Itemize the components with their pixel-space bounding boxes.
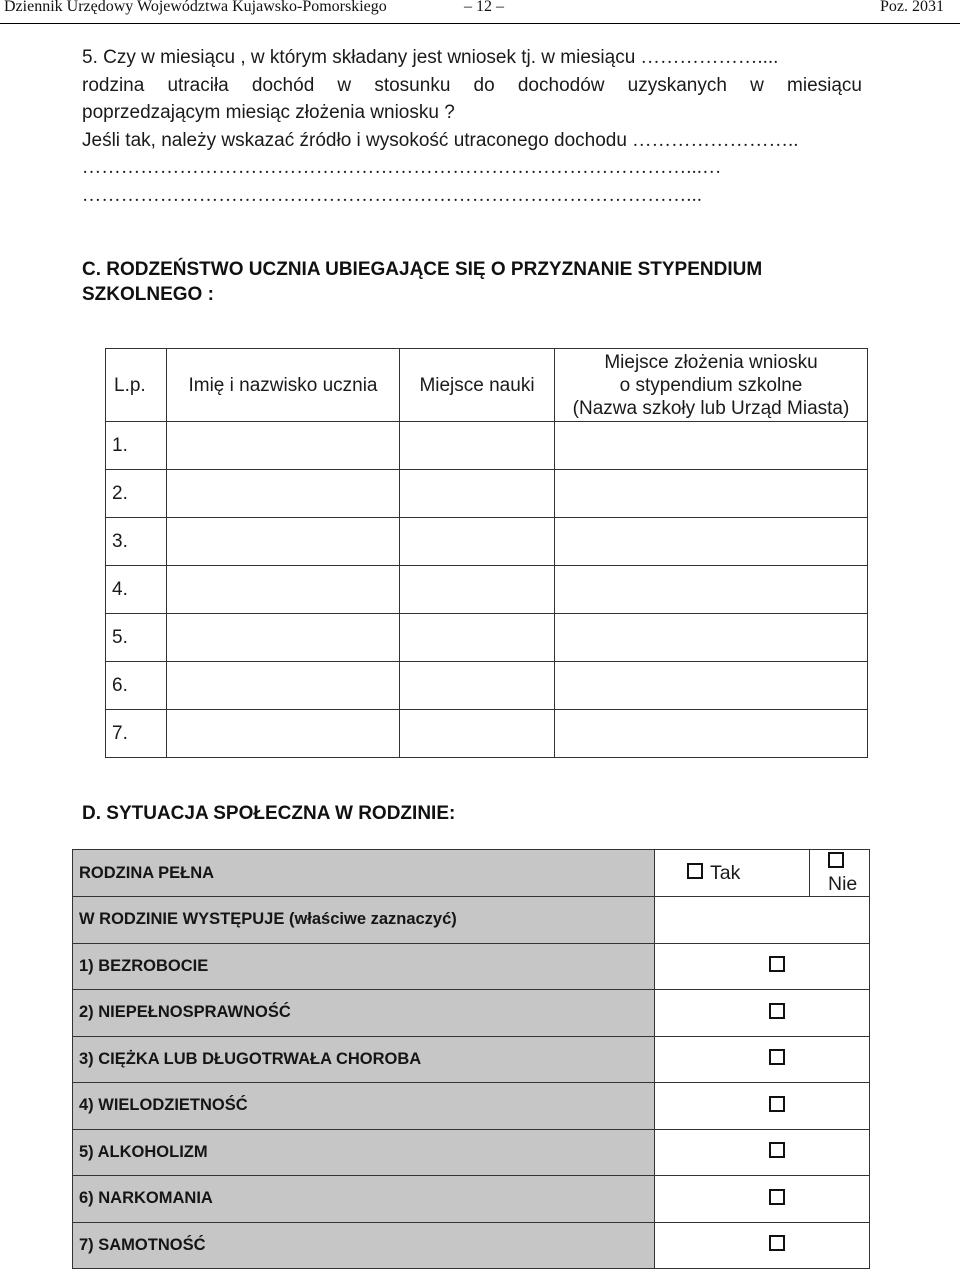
occurs-row (73, 897, 870, 944)
section-c-title (82, 257, 762, 307)
list-item (73, 990, 870, 1037)
question-5-line-2: rodzina utraciła dochód w stosunku do dochodów uzyskanych w miesiącu (82, 74, 862, 96)
place-cell[interactable] (555, 614, 868, 662)
section-d-title: D. SYTUACJA SPOŁECZNA W RODZINIE: (82, 803, 456, 824)
item-check-cell[interactable] (655, 1083, 870, 1130)
question-5-text-4: Jeśli tak, należy wskazać źródło i wysokość utraconego dochodu (82, 129, 633, 151)
answer-blank-line-2[interactable]: …………………………………………………………………………………... (82, 184, 703, 206)
school-cell[interactable] (400, 470, 555, 518)
social-situation-table (72, 849, 870, 1269)
school-cell[interactable] (400, 662, 555, 710)
item-label: 5) ALKOHOLIZM (73, 1129, 655, 1176)
item-check-cell[interactable] (655, 1036, 870, 1083)
siblings-header-row (106, 349, 868, 422)
name-cell[interactable] (167, 518, 400, 566)
school-cell[interactable] (400, 566, 555, 614)
item-label: 1) BEZROBOCIE (73, 943, 655, 990)
position-number: Poz. 2031 (880, 0, 944, 15)
row-number: 5. (106, 614, 167, 662)
item-label: 4) WIELODZIETNOŚĆ (73, 1083, 655, 1130)
occurs-label-text: W RODZINIE WYSTĘPUJE (79, 910, 285, 929)
full-family-label: RODZINA PEŁNA (73, 850, 655, 897)
table-row (106, 518, 868, 566)
name-cell[interactable] (167, 614, 400, 662)
name-cell[interactable] (167, 710, 400, 758)
table-row (106, 710, 868, 758)
item-label: 7) SAMOTNOŚĆ (73, 1222, 655, 1269)
no-checkbox[interactable] (828, 852, 844, 868)
name-cell[interactable] (167, 566, 400, 614)
place-cell[interactable] (555, 422, 868, 470)
list-item (73, 1129, 870, 1176)
place-cell[interactable] (555, 662, 868, 710)
list-item (73, 1176, 870, 1223)
school-cell[interactable] (400, 614, 555, 662)
col-header-place-line-2: o stypendium szkolne (619, 374, 803, 396)
row-number: 6. (106, 662, 167, 710)
header-rule (0, 23, 960, 24)
list-item (73, 1222, 870, 1269)
occurs-hint: (właściwe zaznaczyć) (288, 910, 457, 929)
item-check-cell[interactable] (655, 990, 870, 1037)
yes-option[interactable] (655, 850, 810, 897)
place-cell[interactable] (555, 470, 868, 518)
col-header-application-place (555, 349, 868, 422)
answer-blank-line-1[interactable]: …………………………………………………………………………………...… (82, 157, 722, 178)
row-number: 4. (106, 566, 167, 614)
page-number: – 12 – (464, 0, 504, 15)
question-5-line-1 (82, 44, 862, 72)
row-number: 2. (106, 470, 167, 518)
item-check-cell[interactable] (655, 1129, 870, 1176)
school-cell[interactable] (400, 518, 555, 566)
drug-addiction-checkbox[interactable] (769, 1189, 785, 1205)
list-item (73, 1036, 870, 1083)
table-row (106, 614, 868, 662)
row-number: 7. (106, 710, 167, 758)
disability-checkbox[interactable] (769, 1003, 785, 1019)
question-5-line-3: poprzedzającym miesiąc złożenia wniosku ? (82, 102, 455, 123)
col-header-place-line-3: (Nazwa szkoły lub Urząd Miasta) (572, 397, 850, 419)
school-cell[interactable] (400, 710, 555, 758)
alcoholism-checkbox[interactable] (769, 1142, 785, 1158)
col-header-lp: L.p. (106, 349, 167, 422)
name-cell[interactable] (167, 470, 400, 518)
table-row (106, 662, 868, 710)
item-check-cell[interactable] (655, 1222, 870, 1269)
item-label: 2) NIEPEŁNOSPRAWNOŚĆ (73, 990, 655, 1037)
place-cell[interactable] (555, 710, 868, 758)
no-option[interactable] (810, 850, 870, 897)
unemployment-checkbox[interactable] (769, 956, 785, 972)
row-number: 1. (106, 422, 167, 470)
question-5 (82, 44, 862, 209)
full-family-row (73, 850, 870, 897)
journal-title: Dziennik Urzędowy Województwa Kujawsko-Pomorskiego (4, 0, 387, 15)
col-header-place-line-1: Miejsce złożenia wniosku (604, 351, 818, 373)
illness-checkbox[interactable] (769, 1049, 785, 1065)
siblings-table (105, 348, 868, 758)
item-check-cell[interactable] (655, 943, 870, 990)
yes-checkbox[interactable] (687, 863, 703, 879)
col-header-school: Miejsce nauki (400, 349, 555, 422)
list-item (73, 943, 870, 990)
item-label: 6) NARKOMANIA (73, 1176, 655, 1223)
table-row (106, 422, 868, 470)
list-item (73, 1083, 870, 1130)
table-row (106, 470, 868, 518)
school-cell[interactable] (400, 422, 555, 470)
yes-label: Tak (710, 861, 741, 884)
table-row (106, 566, 868, 614)
name-cell[interactable] (167, 422, 400, 470)
section-c-title-line-1: C. RODZEŃSTWO UCZNIA UBIEGAJĄCE SIĘ O PRZYZNANIE STYPENDIUM (82, 259, 763, 280)
question-5-text-1: 5. Czy w miesiącu , w którym składany jest wniosek tj. w miesiącu (82, 47, 641, 68)
section-c-title-line-2: SZKOLNEGO : (82, 284, 214, 305)
item-label: 3) CIĘŻKA LUB DŁUGOTRWAŁA CHOROBA (73, 1036, 655, 1083)
item-check-cell[interactable] (655, 1176, 870, 1223)
place-cell[interactable] (555, 518, 868, 566)
place-cell[interactable] (555, 566, 868, 614)
loneliness-checkbox[interactable] (769, 1235, 785, 1251)
question-5-line-4 (82, 127, 862, 155)
row-number: 3. (106, 518, 167, 566)
no-label: Nie (828, 873, 858, 895)
occurs-empty-cell (655, 897, 870, 944)
month-blank[interactable]: ……………….... (640, 47, 779, 68)
name-cell[interactable] (167, 662, 400, 710)
occurs-label (73, 897, 655, 944)
large-family-checkbox[interactable] (769, 1096, 785, 1112)
col-header-name: Imię i nazwisko ucznia (167, 349, 400, 422)
income-source-blank[interactable]: …………………….. (632, 129, 799, 151)
